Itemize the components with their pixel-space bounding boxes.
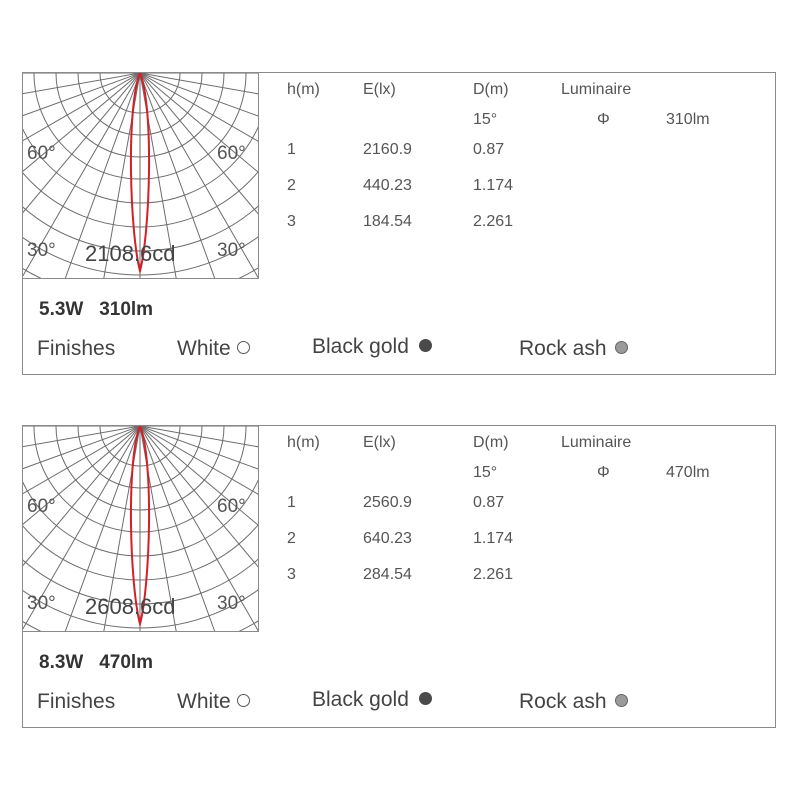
finish-white-swatch [237,694,250,707]
header-luminaire: Luminaire [561,434,632,451]
header-e: E(lx) [363,434,396,451]
finishes-label: Finishes [37,337,116,360]
header-d: D(m) [473,81,509,98]
row-1-d: 0.87 [473,141,505,158]
header-h: h(m) [287,434,320,451]
power-lumen: 470lm [99,652,154,673]
angle-label-left-60: 60° [27,496,56,517]
row-1-d: 0.87 [473,494,505,511]
finish-rock-ash-label: Rock ash [519,690,607,713]
angle-label-right-30: 30° [217,593,246,614]
spec-card-1 [22,72,776,375]
row-2-e: 440.23 [363,177,412,194]
row-2-d: 1.174 [473,177,514,194]
row-2-e: 640.23 [363,530,412,547]
finish-rock-ash-label: Rock ash [519,337,607,360]
row-1-h: 1 [287,141,296,158]
finish-rock-ash [519,337,628,361]
row-3-d: 2.261 [473,213,514,230]
power-rating [39,299,153,321]
finish-rock-ash [519,690,628,714]
finish-white [177,337,250,361]
beam-angle: 15° [473,111,498,128]
row-3-e: 284.54 [363,566,412,583]
row-1-h: 1 [287,494,296,511]
luminaire-lumen: 470lm [666,464,710,481]
row-3-d: 2.261 [473,566,514,583]
beam-angle: 15° [473,464,498,481]
angle-label-right-60: 60° [217,496,246,517]
finish-white-label: White [177,337,231,360]
phi-symbol: Φ [597,464,610,481]
header-luminaire: Luminaire [561,81,632,98]
grid-ray [23,73,140,186]
phi-symbol: Φ [597,111,610,128]
angle-label-left-60: 60° [27,143,56,164]
row-2-h: 2 [287,530,296,547]
finish-rock-ash-swatch [615,694,628,707]
row-3-h: 3 [287,566,296,583]
power-lumen: 310lm [99,299,154,320]
grid-ray [23,426,140,539]
finish-black-gold [312,688,432,712]
header-d: D(m) [473,434,509,451]
finish-black-gold-label: Black gold [312,688,409,711]
finish-white-label: White [177,690,231,713]
polar-diagram [23,426,259,632]
row-3-h: 3 [287,213,296,230]
luminaire-lumen: 310lm [666,111,710,128]
finish-white-swatch [237,341,250,354]
finishes-label: Finishes [37,690,116,713]
row-1-e: 2560.9 [363,494,412,511]
angle-label-right-60: 60° [217,143,246,164]
peak-intensity: 2608.6cd [85,594,176,619]
finish-black-gold-swatch [419,692,432,705]
row-3-e: 184.54 [363,213,412,230]
polar-diagram [23,73,259,279]
finish-black-gold-label: Black gold [312,335,409,358]
angle-label-left-30: 30° [27,593,56,614]
finish-white [177,690,250,714]
angle-label-left-30: 30° [27,240,56,261]
peak-intensity: 2108.6cd [85,241,176,266]
power-watts: 8.3W [39,652,84,673]
finish-rock-ash-swatch [615,341,628,354]
row-1-e: 2160.9 [363,141,412,158]
header-h: h(m) [287,81,320,98]
row-2-d: 1.174 [473,530,514,547]
power-watts: 5.3W [39,299,84,320]
row-2-h: 2 [287,177,296,194]
spec-card-2 [22,425,776,728]
finish-black-gold-swatch [419,339,432,352]
header-e: E(lx) [363,81,396,98]
angle-label-right-30: 30° [217,240,246,261]
power-rating [39,652,153,674]
finish-black-gold [312,335,432,359]
